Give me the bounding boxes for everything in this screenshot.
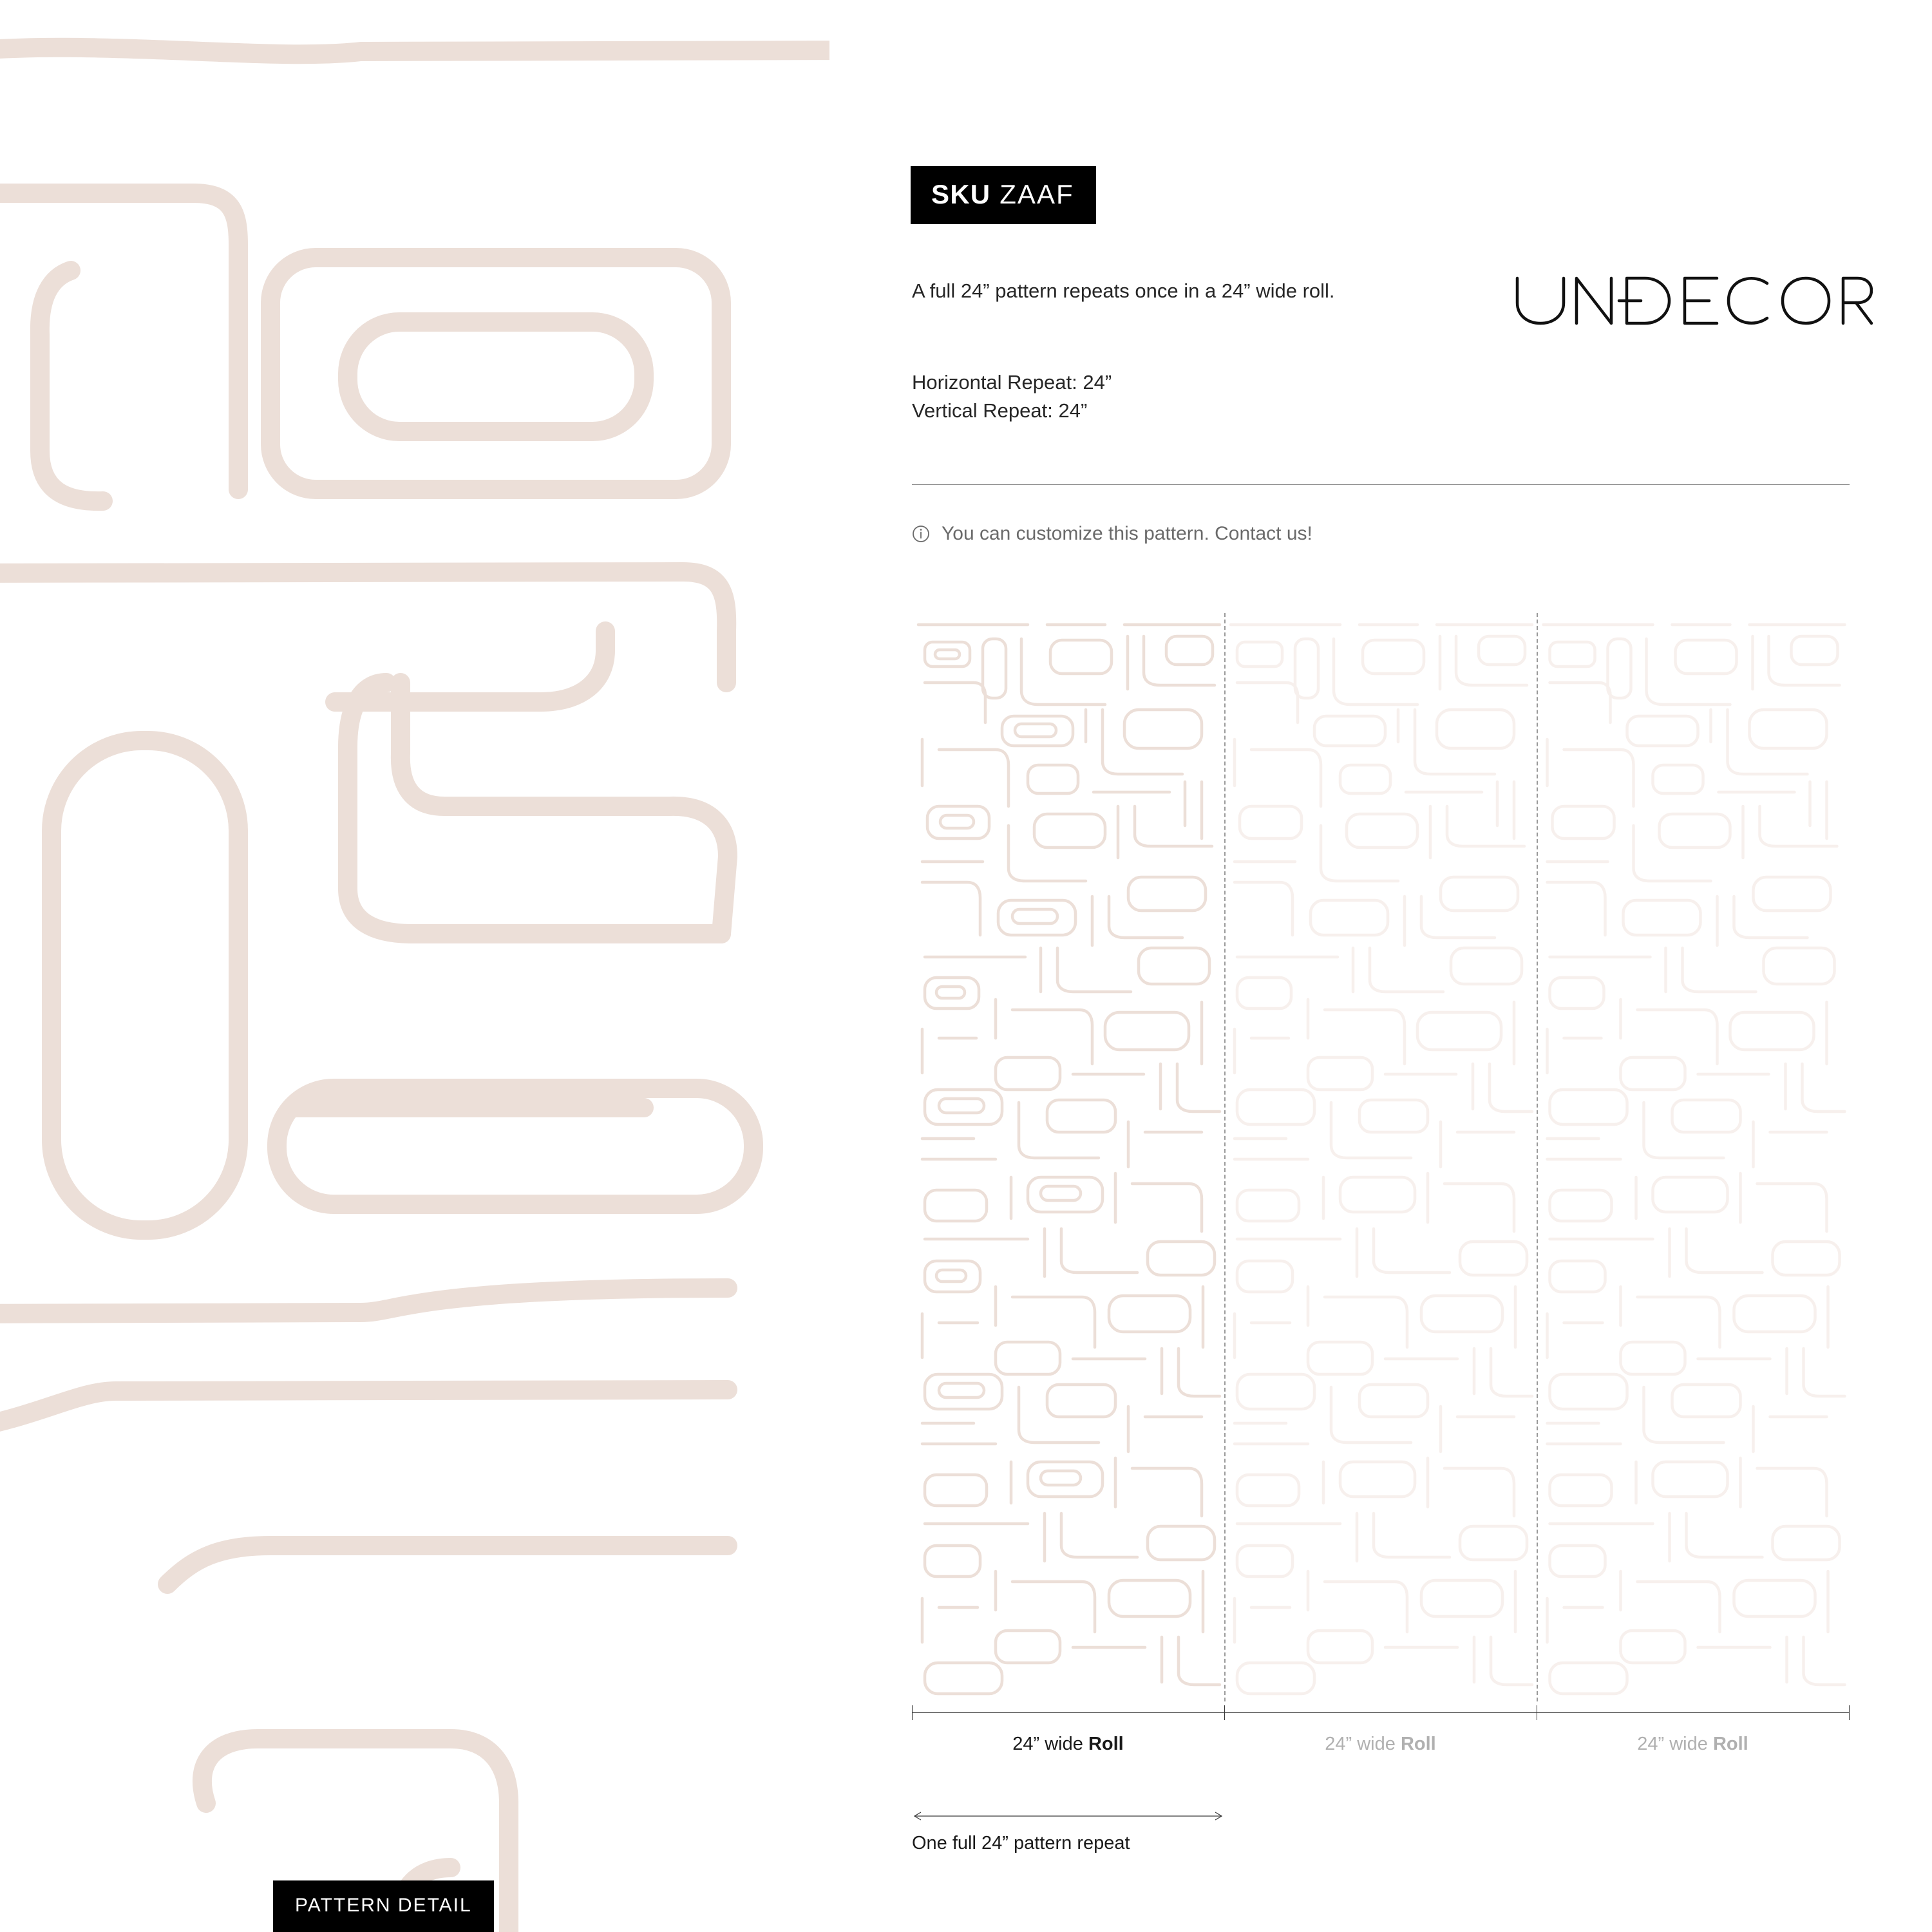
measure-tick bbox=[1849, 1705, 1850, 1720]
section-divider bbox=[912, 484, 1850, 485]
roll-caption-bold: Roll bbox=[1400, 1734, 1436, 1754]
roll-separator-2 bbox=[1537, 613, 1538, 1701]
ondecor-logo bbox=[1512, 269, 1873, 327]
vertical-repeat: Vertical Repeat: 24” bbox=[912, 399, 1088, 422]
roll-caption-3 bbox=[1537, 1734, 1849, 1755]
roll-measure-bar bbox=[912, 1705, 1850, 1721]
roll-caption-bold: Roll bbox=[1088, 1734, 1124, 1754]
roll-caption-prefix: 24” wide bbox=[1012, 1734, 1088, 1754]
sku-label: SKU bbox=[931, 179, 991, 209]
customize-note-text: You can customize this pattern. Contact us! bbox=[942, 523, 1312, 544]
measure-tick bbox=[912, 1705, 913, 1720]
pattern-detail-artwork bbox=[0, 0, 829, 1932]
repeat-figures bbox=[912, 368, 1376, 425]
roll-preview-2 bbox=[1224, 613, 1537, 1701]
repeat-measure-arrow bbox=[912, 1810, 1224, 1823]
roll-caption-prefix: 24” wide bbox=[1325, 1734, 1401, 1754]
repeat-caption: One full 24” pattern repeat bbox=[912, 1833, 1130, 1853]
sku-badge bbox=[911, 166, 1096, 224]
roll-preview-1 bbox=[912, 613, 1224, 1701]
roll-preview-3 bbox=[1537, 613, 1850, 1701]
roll-artwork-1 bbox=[912, 613, 1224, 1701]
roll-caption-prefix: 24” wide bbox=[1637, 1734, 1713, 1754]
pattern-detail-panel bbox=[0, 0, 829, 1932]
measure-tick bbox=[1224, 1705, 1225, 1720]
roll-artwork-2 bbox=[1224, 613, 1537, 1701]
roll-artwork-3 bbox=[1537, 613, 1850, 1701]
info-icon bbox=[912, 525, 930, 543]
sku-value: ZAAF bbox=[999, 179, 1074, 209]
roll-separator-1 bbox=[1224, 613, 1226, 1701]
pattern-description: A full 24” pattern repeats once in a 24” wide roll. bbox=[912, 279, 1335, 302]
pattern-detail-badge: PATTERN DETAIL bbox=[273, 1880, 494, 1932]
horizontal-repeat: Horizontal Repeat: 24” bbox=[912, 371, 1112, 393]
customize-note bbox=[912, 523, 1312, 545]
rolls-diagram bbox=[912, 613, 1850, 1701]
roll-caption-bold: Roll bbox=[1712, 1734, 1748, 1754]
info-panel bbox=[829, 0, 1932, 1932]
roll-caption-2 bbox=[1224, 1734, 1537, 1755]
roll-caption-1 bbox=[912, 1734, 1224, 1755]
measure-line bbox=[912, 1712, 1850, 1713]
